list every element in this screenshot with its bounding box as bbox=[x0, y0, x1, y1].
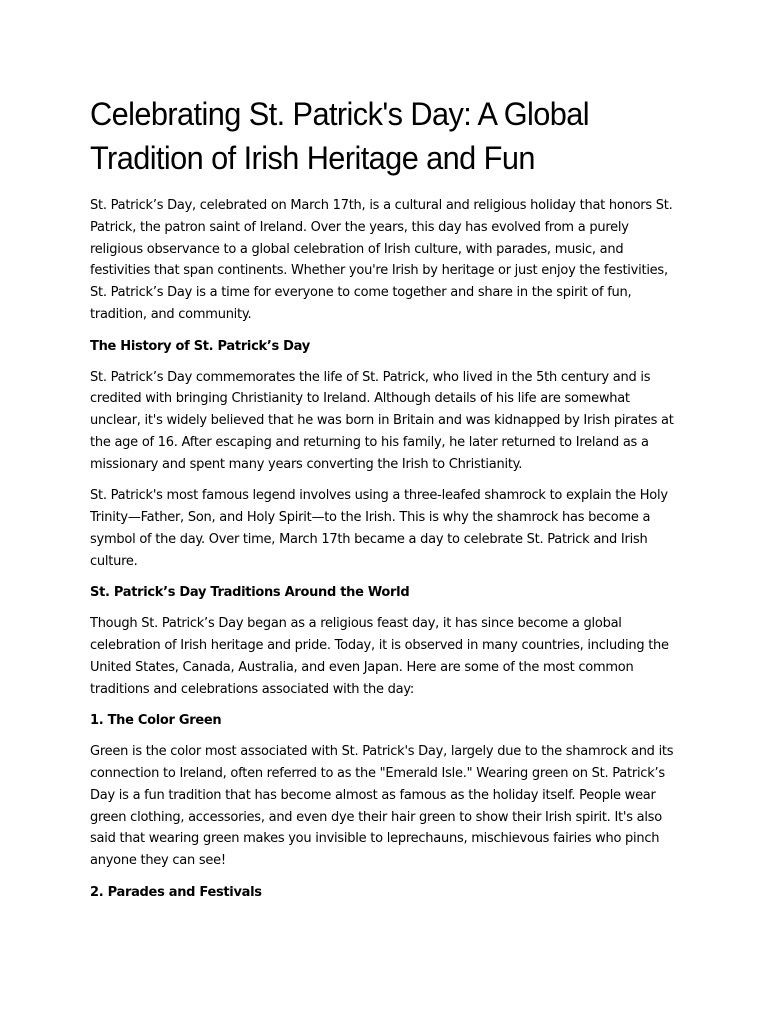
intro-paragraph: St. Patrick’s Day, celebrated on March 17th, is a cultural and religious holiday that honors St. Patrick, the patron saint of Ireland. Over the years, this day has evolved from a purely religious observance to a global celebration of Irish culture, with parades, music, and festivities that span continents. Whether you're Irish by heritage or just enjoy the festivities, St. Patrick’s Day is a time for everyone to come together and share in the spirit of fun, tradition, and community. bbox=[90, 198, 673, 322]
history-paragraph-1: St. Patrick’s Day commemorates the life of St. Patrick, who lived in the 5th century and is credited with bringing Christianity to Ireland. Although details of his life are somewhat unclear, it's widely believed that he was born in Britain and was kidnapped by Irish pirates at the age of 16. After escaping and returning to his family, he later returned to Ireland as a missionary and spent many years converting the Irish to Christianity. bbox=[90, 369, 674, 472]
color-green-heading: 1. The Color Green bbox=[90, 713, 222, 729]
document-page bbox=[90, 92, 680, 913]
parades-heading: 2. Parades and Festivals bbox=[90, 884, 262, 900]
history-paragraph-2: St. Patrick's most famous legend involves using a three-leafed shamrock to explain the Holy Trinity—Father, Son, and Holy Spirit—to the Irish. This is why the shamrock has become a symbol of the day. Over time, March 17th became a day to celebrate St. Patrick and Irish culture. bbox=[90, 488, 668, 569]
document-title: Celebrating St. Patrick's Day: A Global Tradition of Irish Heritage and Fun bbox=[90, 96, 590, 176]
traditions-heading: St. Patrick’s Day Traditions Around the World bbox=[90, 585, 410, 601]
color-green-paragraph: Green is the color most associated with St. Patrick's Day, largely due to the shamrock and its connection to Ireland, often referred to as the "Emerald Isle." Wearing green on St. Patrick’s Day is a fun tradition that has become almost as famous as the holiday itself. People wear green clothing, accessories, and even dye their hair green to show their Irish spirit. It's also said that wearing green makes you invisible to leprechauns, mischievous fairies who pinch anyone they can see! bbox=[90, 744, 674, 868]
traditions-paragraph: Though St. Patrick’s Day began as a religious feast day, it has since become a global celebration of Irish heritage and pride. Today, it is observed in many countries, including the United States, Canada, Australia, and even Japan. Here are some of the most common traditions and celebrations associated with the day: bbox=[90, 616, 669, 697]
history-heading: The History of St. Patrick’s Day bbox=[90, 338, 310, 354]
